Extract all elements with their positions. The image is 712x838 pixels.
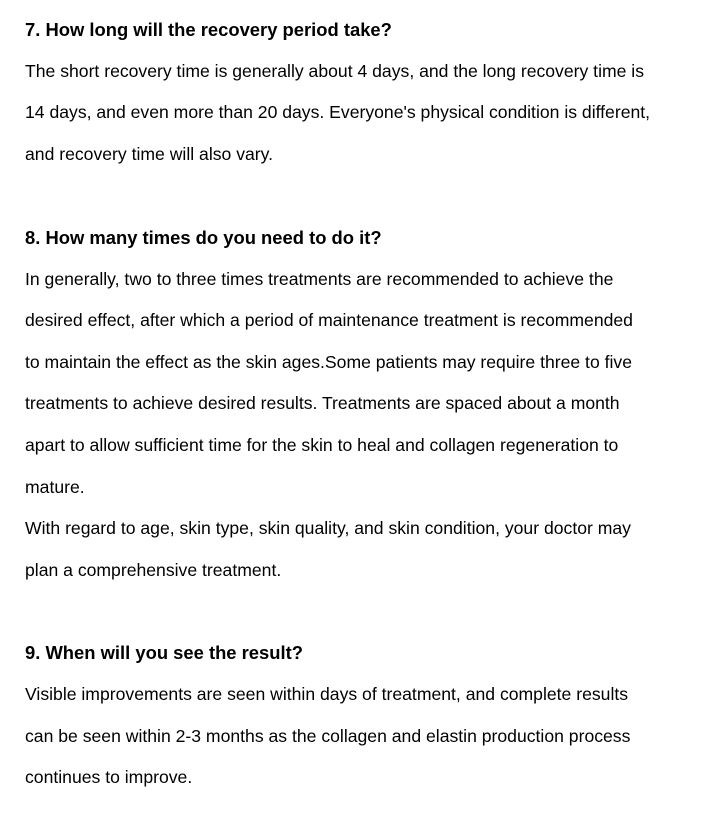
paragraph-line: apart to allow sufficient time for the skin to heal and collagen regeneration to xyxy=(25,435,619,455)
paragraph-line: can be seen within 2-3 months as the collagen and elastin production process xyxy=(25,726,631,746)
paragraph-line: With regard to age, skin type, skin quality, and skin condition, your doctor may xyxy=(25,518,631,538)
paragraph-line: to maintain the effect as the skin ages.Some patients may require three to five xyxy=(25,352,632,372)
paragraph-line: continues to improve. xyxy=(25,767,193,787)
paragraph-line: desired effect, after which a period of maintenance treatment is recommended xyxy=(25,310,633,330)
paragraph-line: plan a comprehensive treatment. xyxy=(25,560,282,580)
paragraph-line: In generally, two to three times treatments are recommended to achieve the xyxy=(25,269,614,289)
paragraph-line: 14 days, and even more than 20 days. Everyone's physical condition is different, xyxy=(25,102,651,122)
paragraph-line: and recovery time will also vary. xyxy=(25,144,274,164)
paragraph-line: mature. xyxy=(25,477,85,497)
section-heading: 8. How many times do you need to do it? xyxy=(25,227,382,248)
section-heading: 7. How long will the recovery period take? xyxy=(25,19,392,40)
paragraph-line: Visible improvements are seen within days of treatment, and complete results xyxy=(25,684,629,704)
paragraph-line: The short recovery time is generally about 4 days, and the long recovery time is xyxy=(25,61,645,81)
section-heading: 9. When will you see the result? xyxy=(25,642,303,663)
paragraph-line: treatments to achieve desired results. Treatments are spaced about a month xyxy=(25,393,620,413)
